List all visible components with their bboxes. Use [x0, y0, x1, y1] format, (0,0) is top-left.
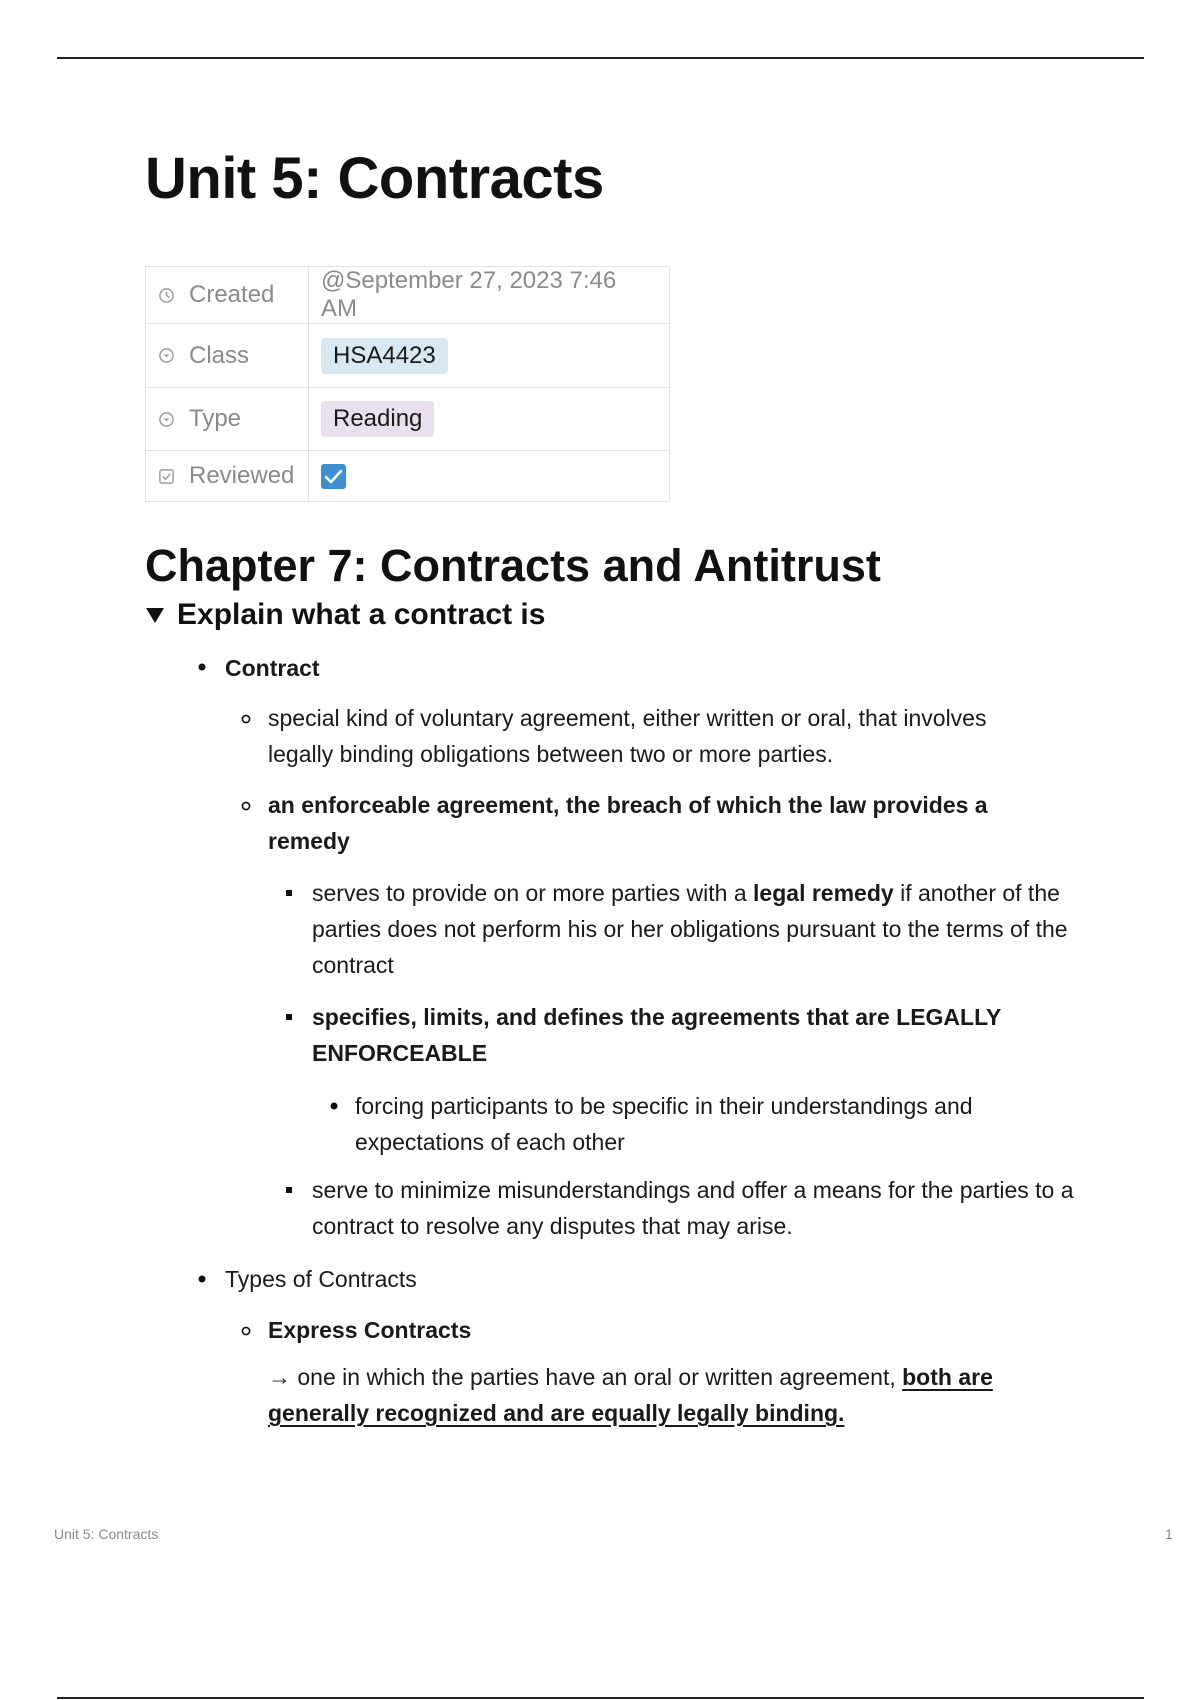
list-item-types-of-contracts: Types of Contracts — [225, 1266, 417, 1292]
top-rule — [57, 57, 1144, 59]
select-icon — [158, 411, 175, 428]
toggle-triangle-icon[interactable] — [145, 605, 165, 625]
list-item-express-contracts: Express Contracts — [268, 1317, 472, 1343]
list-item-forcing: forcing participants to be specific in their understandings and expectations of each other — [355, 1093, 973, 1155]
bullet-disc-icon — [198, 663, 206, 671]
toggle-label: Explain what a contract is — [177, 598, 546, 631]
type-tag[interactable]: Reading — [321, 401, 434, 437]
list-item-contract: Contract — [225, 655, 320, 681]
list-item-specifies: specifies, limits, and defines the agreements that are LEGALLY ENFORCEABLE — [312, 1004, 1001, 1066]
toggle-block[interactable] — [145, 598, 545, 632]
serves-text-pre: serves to provide on or more parties with a — [312, 880, 754, 906]
serves-text-post: if another of the parties does not perform his or her obligations pursuant to the terms of the contract — [312, 880, 1068, 978]
express-text-underlined: both are generally recognized and are equally legally binding. — [268, 1364, 993, 1426]
page-title: Unit 5: Contracts — [145, 146, 604, 211]
class-tag[interactable]: HSA4423 — [321, 338, 448, 374]
bullet-square-icon — [285, 1013, 293, 1021]
properties-table — [145, 266, 670, 502]
bullet-square-icon — [285, 1186, 293, 1194]
bullet-disc-icon — [330, 1102, 338, 1110]
bullet-circle-icon — [241, 801, 251, 811]
footer-title: Unit 5: Contracts — [54, 1526, 159, 1542]
express-text-pre: → one in which the parties have an oral or written agreement, — [268, 1364, 903, 1390]
bullet-disc-icon — [198, 1275, 206, 1283]
property-row-created — [146, 267, 670, 324]
class-label: Class — [189, 341, 250, 369]
bullet-square-icon — [285, 889, 293, 897]
bullet-circle-icon — [241, 714, 251, 724]
bottom-rule — [57, 1697, 1144, 1699]
list-item-serves — [312, 875, 1092, 983]
property-row-class — [146, 324, 670, 388]
list-item-definition-2: an enforceable agreement, the breach of which the law provides a remedy — [268, 792, 988, 854]
legal-remedy-term: legal remedy — [753, 880, 894, 906]
list-item-definition-1: special kind of voluntary agreement, either written or oral, that involves legally binding obligations between two or more parties. — [268, 705, 987, 767]
reviewed-label: Reviewed — [189, 462, 295, 489]
chapter-heading: Chapter 7: Contracts and Antitrust — [145, 540, 881, 591]
express-description — [268, 1359, 1048, 1431]
property-row-reviewed — [146, 451, 670, 502]
checkbox-icon — [158, 468, 175, 485]
list-item-minimize: serve to minimize misunderstandings and offer a means for the parties to a contract to resolve any disputes that may arise. — [312, 1177, 1074, 1239]
check-icon — [324, 468, 343, 485]
type-label: Type — [189, 405, 242, 432]
created-label: Created — [189, 281, 275, 308]
created-value: @September 27, 2023 7:46 AM — [309, 267, 670, 324]
bullet-circle-icon — [241, 1326, 251, 1336]
clock-icon — [158, 287, 175, 304]
property-row-type — [146, 388, 670, 451]
select-icon — [158, 347, 175, 364]
footer-page-number: 1 — [1165, 1526, 1173, 1542]
reviewed-checkbox[interactable] — [321, 464, 346, 489]
